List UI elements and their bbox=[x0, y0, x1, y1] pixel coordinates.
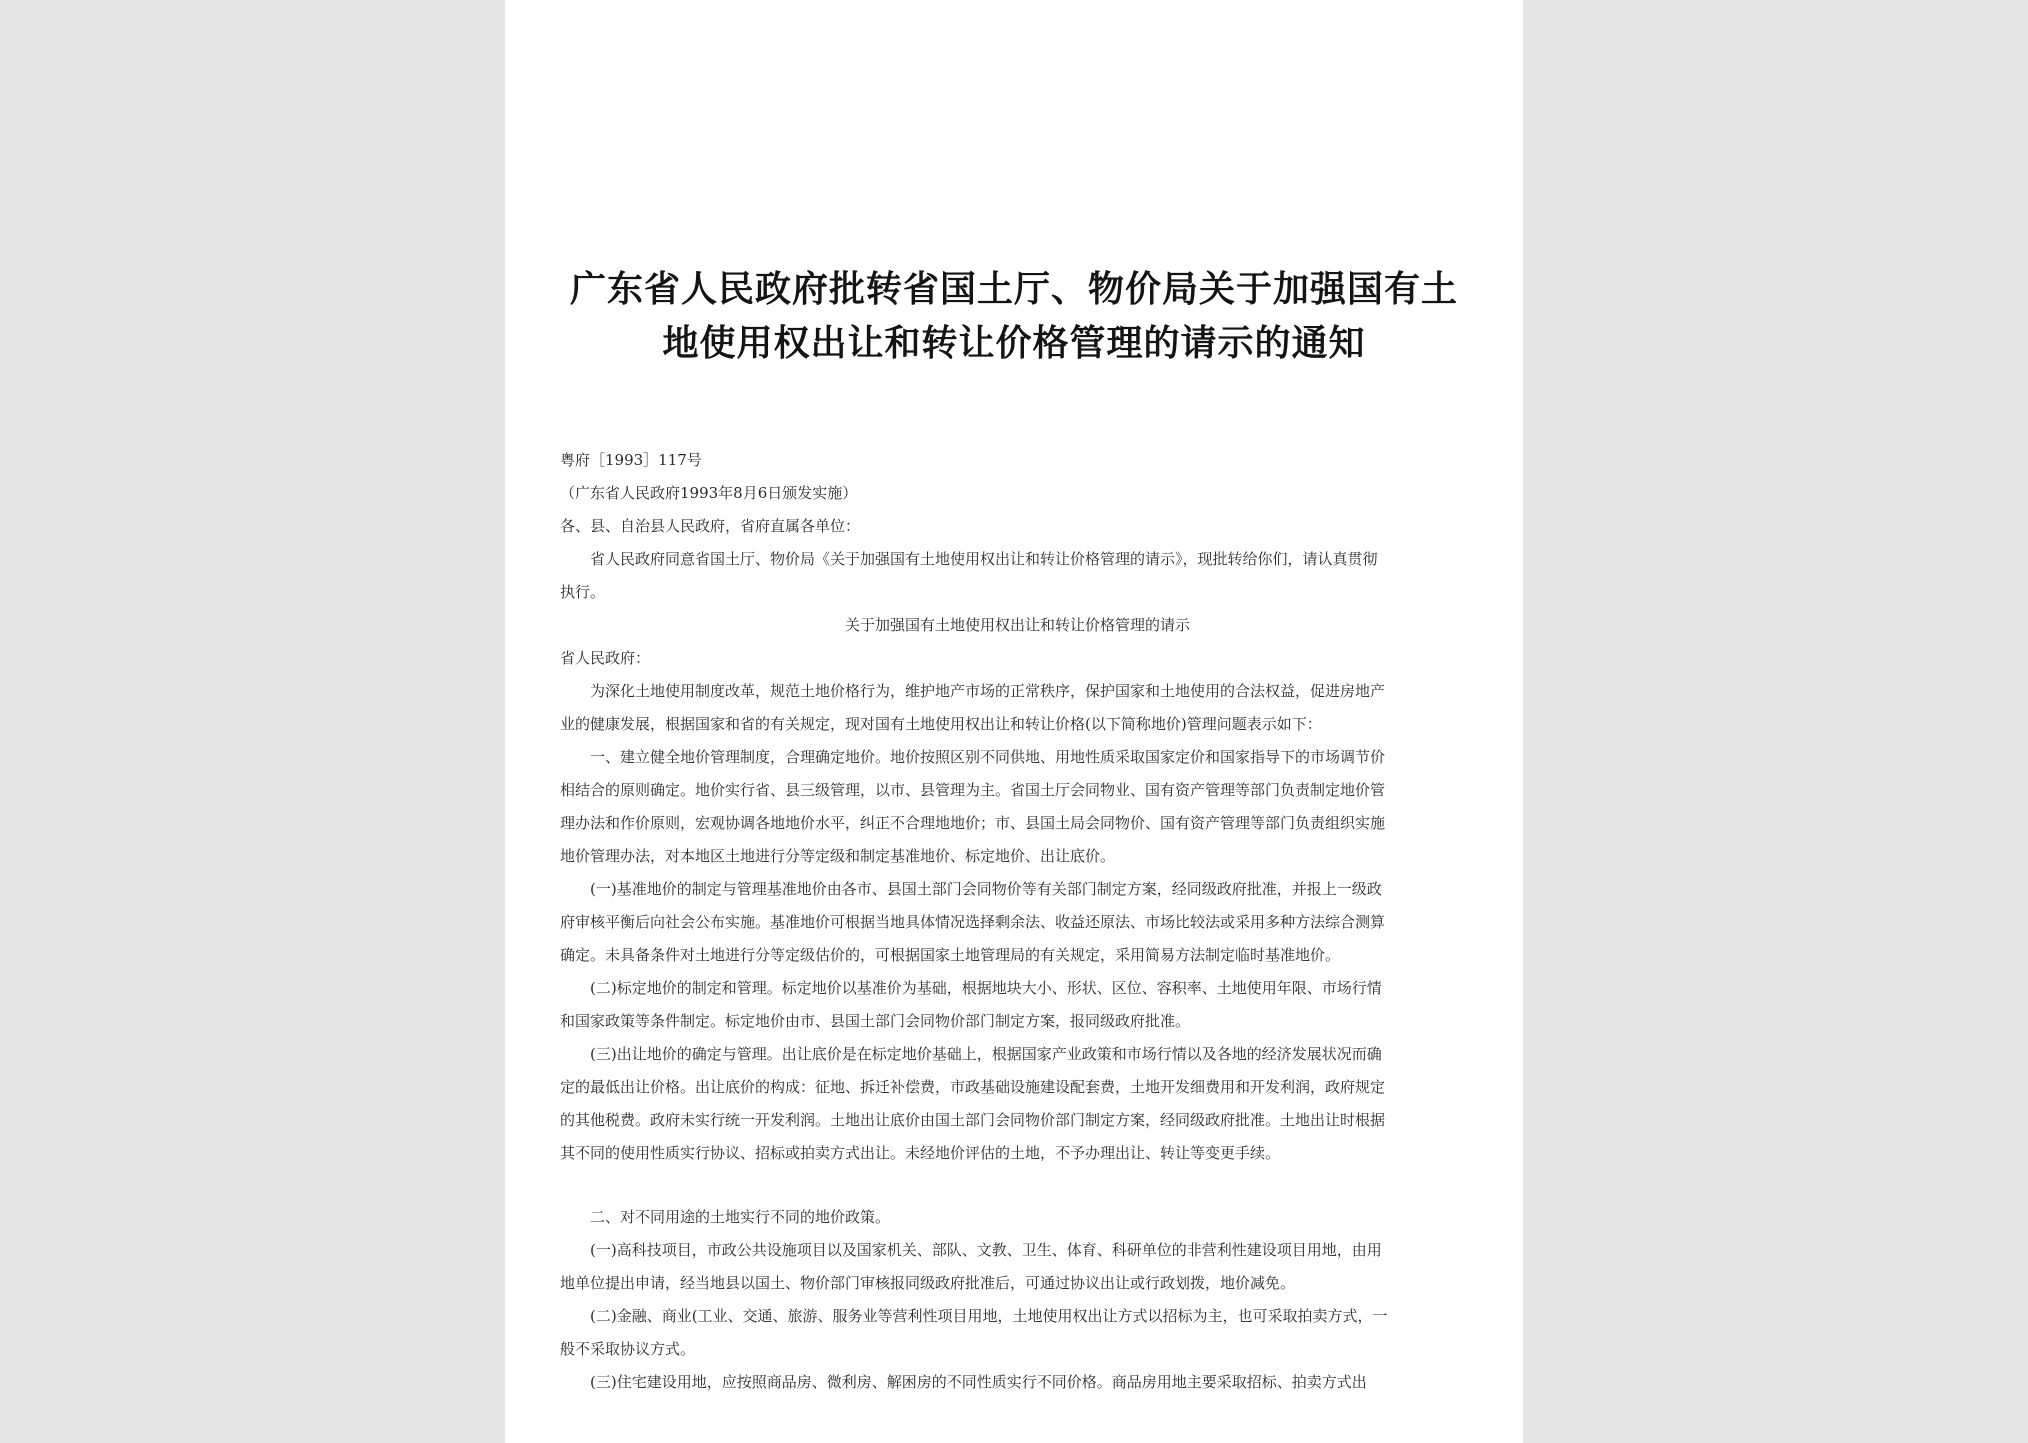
item1-line: (一)基准地价的制定与管理基准地价由各市、县国土部门会同物价等有关部门制定方案，经同级政府批准，并报上一级政 bbox=[590, 880, 1382, 898]
intro-line: 执行。 bbox=[560, 583, 606, 601]
doc-number: 粤府［1993］117号 bbox=[560, 451, 702, 469]
item3-line: 定的最低出让价格。出让底价的构成：征地、拆迁补偿费，市政基础设施建设配套费，土地开发细费用和开发利润，政府规定 bbox=[560, 1078, 1386, 1096]
s2-item2-line: 般不采取协议方式。 bbox=[560, 1340, 696, 1358]
s2-item2-line: (二)金融、商业(工业、交通、旅游、服务业等营利性项目用地，土地使用权出让方式以招标为主，也可采取拍卖方式，一 bbox=[590, 1307, 1388, 1325]
section2-heading: 二、对不同用途的土地实行不同的地价政策。 bbox=[590, 1208, 891, 1226]
preface-line: 为深化土地使用制度改革，规范土地价格行为，维护地产市场的正常秩序，保护国家和土地使用的合法权益，促进房地产 bbox=[590, 682, 1386, 700]
title-line: 广东省人民政府批转省国土厅、物价局关于加强国有土 bbox=[569, 268, 1458, 310]
document-body bbox=[560, 444, 1475, 1399]
title-line: 地使用权出让和转让价格管理的请示的通知 bbox=[662, 322, 1366, 364]
section1-line: 理办法和作价原则，宏观协调各地地价水平，纠正不合理地地价；市、县国土局会同物价、国有资产管理等部门负责组织实施 bbox=[560, 814, 1386, 832]
item3-line: 的其他税费。政府未实行统一开发利润。土地出让底价由国土部门会同物价部门制定方案，经同级政府批准。土地出让时根据 bbox=[560, 1111, 1386, 1129]
s2-item3-line: (三)住宅建设用地，应按照商品房、微利房、解困房的不同性质实行不同价格。商品房用地主要采取招标、拍卖方式出 bbox=[590, 1373, 1367, 1391]
s2-item1-line: (一)高科技项目，市政公共设施项目以及国家机关、部队、文教、卫生、体育、科研单位的非营利性建设项目用地，由用 bbox=[590, 1241, 1382, 1259]
section1-line: 地价管理办法，对本地区土地进行分等定级和制定基准地价、标定地价、出让底价。 bbox=[560, 847, 1116, 865]
request-title: 关于加强国有土地使用权出让和转让价格管理的请示 bbox=[844, 616, 1190, 634]
document-title bbox=[545, 262, 1483, 370]
item3-line: (三)出让地价的确定与管理。出让底价是在标定地价基础上，根据国家产业政策和市场行情以及各地的经济发展状况而确 bbox=[590, 1045, 1382, 1063]
section1-line: 一、建立健全地价管理制度，合理确定地价。地价按照区别不同供地、用地性质采取国家定价和国家指导下的市场调节价 bbox=[590, 748, 1386, 766]
section1-line: 相结合的原则确定。地价实行省、县三级管理，以市、县管理为主。省国土厅会同物业、国有资产管理等部门负责制定地价管 bbox=[560, 781, 1386, 799]
request-addressee: 省人民政府： bbox=[560, 649, 651, 667]
item1-line: 确定。未具备条件对土地进行分等定级估价的，可根据国家土地管理局的有关规定，采用简易方法制定临时基准地价。 bbox=[560, 946, 1341, 964]
item3-line: 其不同的使用性质实行协议、招标或拍卖方式出让。未经地价评估的土地，不予办理出让、转让等变更手续。 bbox=[560, 1144, 1281, 1162]
preface-line: 业的健康发展，根据国家和省的有关规定，现对国有土地使用权出让和转让价格(以下简称地价)管理问题表示如下： bbox=[560, 715, 1322, 733]
item2-line: 和国家政策等条件制定。标定地价由市、县国土部门会同物价部门制定方案，报同级政府批准。 bbox=[560, 1012, 1191, 1030]
s2-item1-line: 地单位提出申请，经当地县以国土、物价部门审核报同级政府批准后，可通过协议出让或行政划拨，地价减免。 bbox=[560, 1274, 1296, 1292]
intro-line: 省人民政府同意省国土厅、物价局《关于加强国有土地使用权出让和转让价格管理的请示》，现批转给你们，请认真贯彻 bbox=[590, 550, 1378, 568]
issue-note: （广东省人民政府1993年8月6日颁发实施） bbox=[560, 484, 858, 502]
item2-line: (二)标定地价的制定和管理。标定地价以基准价为基础，根据地块大小、形状、区位、容积率、土地使用年限、市场行情 bbox=[590, 979, 1382, 997]
paragraph-gap bbox=[560, 1170, 1475, 1201]
document-page bbox=[505, 0, 1523, 1443]
item1-line: 府审核平衡后向社会公布实施。基准地价可根据当地具体情况选择剩余法、收益还原法、市场比较法或采用多种方法综合测算 bbox=[560, 913, 1386, 931]
addressee: 各、县、自治县人民政府，省府直属各单位： bbox=[560, 517, 861, 535]
